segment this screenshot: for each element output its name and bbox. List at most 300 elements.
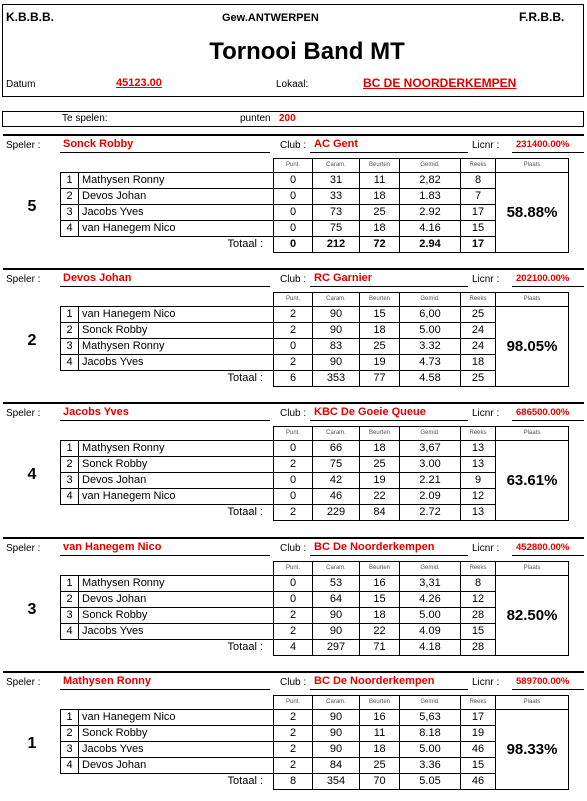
total-reeks: 25 — [461, 371, 496, 387]
total-reeks: 17 — [461, 237, 496, 253]
total-beurten: 84 — [360, 505, 400, 521]
punt-cell: 0 — [274, 489, 313, 505]
licnr-label: Licnr : — [472, 677, 500, 688]
opponent-name: van Hanegem Nico — [79, 221, 274, 237]
plaats-percentage: 98.05% — [496, 307, 569, 387]
beurten-cell: 11 — [360, 173, 400, 189]
total-reeks: 46 — [461, 774, 496, 790]
reeks-cell: 18 — [461, 355, 496, 371]
club-label: Club : — [280, 543, 307, 554]
speler-label: Speler : — [6, 274, 41, 285]
totaal-label: Totaal : — [227, 506, 263, 519]
gemid-cell: 4.16 — [400, 221, 461, 237]
total-punt: 2 — [274, 505, 313, 521]
licnr-underline — [512, 420, 584, 421]
reeks-cell: 25 — [461, 307, 496, 323]
row-number: 1 — [61, 576, 79, 592]
speler-label: Speler : — [6, 677, 41, 688]
reeks-cell: 13 — [461, 441, 496, 457]
row-number: 1 — [61, 173, 79, 189]
header-spacer — [61, 562, 274, 576]
opponent-name: Jacobs Yves — [79, 205, 274, 221]
reeks-cell: 15 — [461, 758, 496, 774]
col-header-beurten: Beurten — [360, 427, 400, 441]
col-header-beurten: Beurten — [360, 293, 400, 307]
table-row — [61, 576, 569, 592]
results-table — [60, 695, 569, 790]
player-name: Sonck Robby — [63, 138, 134, 150]
totaal-label: Totaal : — [227, 372, 263, 385]
gemid-cell: 3.32 — [400, 339, 461, 355]
punt-cell: 2 — [274, 323, 313, 339]
reeks-cell: 9 — [461, 473, 496, 489]
licnr-value: 589700.00% — [516, 676, 570, 687]
results-table — [60, 426, 569, 521]
table-row — [61, 189, 569, 205]
total-caram: 354 — [313, 774, 360, 790]
datum-value: 45123.00 — [116, 77, 162, 89]
licnr-label: Licnr : — [472, 140, 500, 151]
beurten-cell: 18 — [360, 608, 400, 624]
total-gemid: 4.18 — [400, 640, 461, 656]
total-row — [61, 237, 569, 253]
licnr-value: 202100.00% — [516, 273, 570, 284]
beurten-cell: 16 — [360, 710, 400, 726]
col-header-gemid: Gemid. — [400, 427, 461, 441]
licnr-underline — [512, 286, 584, 287]
licnr-label: Licnr : — [472, 274, 500, 285]
col-header-punt: Punt. — [274, 159, 313, 173]
total-punt: 6 — [274, 371, 313, 387]
table-row — [61, 173, 569, 189]
total-reeks: 13 — [461, 505, 496, 521]
table-row — [61, 323, 569, 339]
beurten-cell: 19 — [360, 473, 400, 489]
col-header-caram: Caram. — [313, 293, 360, 307]
row-number: 4 — [61, 221, 79, 237]
total-row — [61, 640, 569, 656]
header-spacer — [61, 293, 274, 307]
punt-cell: 2 — [274, 710, 313, 726]
club-name: BC De Noorderkempen — [314, 675, 435, 687]
table-row — [61, 221, 569, 237]
caram-cell: 31 — [313, 173, 360, 189]
total-gemid: 2.72 — [400, 505, 461, 521]
table-row — [61, 205, 569, 221]
gemid-cell: 3.36 — [400, 758, 461, 774]
club-label: Club : — [280, 140, 307, 151]
beurten-cell: 25 — [360, 339, 400, 355]
licnr-value: 452800.00% — [516, 542, 570, 553]
opponent-name: Devos Johan — [79, 758, 274, 774]
reeks-cell: 15 — [461, 221, 496, 237]
opponent-name: Sonck Robby — [79, 457, 274, 473]
row-number: 1 — [61, 307, 79, 323]
row-number: 3 — [61, 339, 79, 355]
club-underline — [310, 555, 468, 556]
reeks-cell: 13 — [461, 457, 496, 473]
punt-cell: 2 — [274, 742, 313, 758]
player-name: Mathysen Ronny — [63, 675, 152, 687]
reeks-cell: 15 — [461, 624, 496, 640]
opponent-name: van Hanegem Nico — [79, 489, 274, 505]
reeks-cell: 19 — [461, 726, 496, 742]
col-header-punt: Punt. — [274, 427, 313, 441]
caram-cell: 90 — [313, 742, 360, 758]
section-divider — [3, 402, 584, 404]
beurten-cell: 16 — [360, 576, 400, 592]
gemid-cell: 1.83 — [400, 189, 461, 205]
totaal-label: Totaal : — [227, 238, 263, 251]
total-caram: 212 — [313, 237, 360, 253]
reeks-cell: 8 — [461, 576, 496, 592]
punt-cell: 0 — [274, 441, 313, 457]
col-header-caram: Caram. — [313, 427, 360, 441]
club-label: Club : — [280, 677, 307, 688]
total-caram: 297 — [313, 640, 360, 656]
opponent-name: Jacobs Yves — [79, 355, 274, 371]
table-row — [61, 726, 569, 742]
row-number: 3 — [61, 205, 79, 221]
reeks-cell: 24 — [461, 323, 496, 339]
club-underline — [310, 420, 468, 421]
punt-cell: 2 — [274, 355, 313, 371]
player-name: Jacobs Yves — [63, 406, 129, 418]
caram-cell: 42 — [313, 473, 360, 489]
section-divider — [3, 671, 584, 673]
player-name: van Hanegem Nico — [63, 541, 162, 553]
table-row — [61, 758, 569, 774]
gemid-cell: 5,63 — [400, 710, 461, 726]
beurten-cell: 19 — [360, 355, 400, 371]
col-header-reeks: Reeks — [461, 696, 496, 710]
header-spacer — [61, 427, 274, 441]
opponent-name: Jacobs Yves — [79, 624, 274, 640]
player-section — [0, 402, 587, 532]
punt-cell: 0 — [274, 339, 313, 355]
frbb-label: F.R.B.B. — [519, 10, 565, 24]
total-punt: 0 — [274, 237, 313, 253]
name-underline — [60, 286, 270, 287]
total-caram: 353 — [313, 371, 360, 387]
club-underline — [310, 286, 468, 287]
header-spacer — [61, 159, 274, 173]
gemid-cell: 5.00 — [400, 742, 461, 758]
club-name: AC Gent — [314, 138, 358, 150]
plaats-percentage: 63.61% — [496, 441, 569, 521]
table-row — [61, 473, 569, 489]
player-name: Devos Johan — [63, 272, 132, 284]
total-gemid: 5.05 — [400, 774, 461, 790]
section-divider — [3, 537, 584, 539]
col-header-reeks: Reeks — [461, 427, 496, 441]
punt-cell: 0 — [274, 576, 313, 592]
club-underline — [310, 152, 468, 153]
name-underline — [60, 420, 270, 421]
gemid-cell: 2,82 — [400, 173, 461, 189]
plaats-percentage: 58.88% — [496, 173, 569, 253]
reeks-cell: 17 — [461, 710, 496, 726]
player-section — [0, 537, 587, 667]
opponent-name: Devos Johan — [79, 189, 274, 205]
row-number: 3 — [61, 608, 79, 624]
lokaal-value: BC DE NOORDERKEMPEN — [363, 76, 517, 90]
punt-cell: 0 — [274, 205, 313, 221]
licnr-underline — [512, 689, 584, 690]
punten-value: 200 — [279, 113, 296, 124]
rank-number: 4 — [27, 466, 37, 483]
col-header-reeks: Reeks — [461, 293, 496, 307]
beurten-cell: 25 — [360, 457, 400, 473]
table-row — [61, 355, 569, 371]
total-reeks: 28 — [461, 640, 496, 656]
row-number: 3 — [61, 473, 79, 489]
caram-cell: 84 — [313, 758, 360, 774]
punt-cell: 0 — [274, 189, 313, 205]
col-header-punt: Punt. — [274, 562, 313, 576]
col-header-plaats: Plaats — [496, 293, 569, 307]
row-number: 2 — [61, 457, 79, 473]
table-row — [61, 608, 569, 624]
header-spacer — [61, 696, 274, 710]
punt-cell: 2 — [274, 758, 313, 774]
reeks-cell: 28 — [461, 608, 496, 624]
speler-label: Speler : — [6, 543, 41, 554]
rank-number: 3 — [27, 601, 37, 618]
total-gemid: 2.94 — [400, 237, 461, 253]
gemid-cell: 4.73 — [400, 355, 461, 371]
punt-cell: 0 — [274, 592, 313, 608]
caram-cell: 33 — [313, 189, 360, 205]
total-gemid: 4.58 — [400, 371, 461, 387]
gemid-cell: 5.00 — [400, 323, 461, 339]
opponent-name: van Hanegem Nico — [79, 710, 274, 726]
col-header-caram: Caram. — [313, 159, 360, 173]
beurten-cell: 11 — [360, 726, 400, 742]
col-header-gemid: Gemid. — [400, 293, 461, 307]
table-row — [61, 339, 569, 355]
opponent-name: Sonck Robby — [79, 726, 274, 742]
totaal-label: Totaal : — [227, 775, 263, 788]
col-header-plaats: Plaats — [496, 427, 569, 441]
results-table — [60, 561, 569, 656]
col-header-caram: Caram. — [313, 696, 360, 710]
row-number: 2 — [61, 726, 79, 742]
col-header-gemid: Gemid. — [400, 562, 461, 576]
club-name: KBC De Goeie Queue — [314, 406, 426, 418]
gemid-cell: 6,00 — [400, 307, 461, 323]
row-number: 1 — [61, 710, 79, 726]
licnr-label: Licnr : — [472, 543, 500, 554]
col-header-punt: Punt. — [274, 293, 313, 307]
col-header-plaats: Plaats — [496, 562, 569, 576]
caram-cell: 46 — [313, 489, 360, 505]
table-row — [61, 489, 569, 505]
total-caram: 229 — [313, 505, 360, 521]
gemid-cell: 2.09 — [400, 489, 461, 505]
row-number: 3 — [61, 742, 79, 758]
name-underline — [60, 689, 270, 690]
name-underline — [60, 152, 270, 153]
opponent-name: Mathysen Ronny — [79, 576, 274, 592]
reeks-cell: 46 — [461, 742, 496, 758]
total-beurten: 72 — [360, 237, 400, 253]
caram-cell: 73 — [313, 205, 360, 221]
reeks-cell: 17 — [461, 205, 496, 221]
beurten-cell: 22 — [360, 624, 400, 640]
name-underline — [60, 555, 270, 556]
plaats-percentage: 98.33% — [496, 710, 569, 790]
opponent-name: Sonck Robby — [79, 608, 274, 624]
results-table — [60, 158, 569, 253]
gemid-cell: 8.18 — [400, 726, 461, 742]
section-divider — [3, 134, 584, 136]
caram-cell: 90 — [313, 355, 360, 371]
row-number: 1 — [61, 441, 79, 457]
total-beurten: 71 — [360, 640, 400, 656]
results-table — [60, 292, 569, 387]
caram-cell: 90 — [313, 323, 360, 339]
row-number: 2 — [61, 323, 79, 339]
beurten-cell: 18 — [360, 323, 400, 339]
reeks-cell: 8 — [461, 173, 496, 189]
totaal-label: Totaal : — [227, 641, 263, 654]
player-section — [0, 671, 587, 801]
col-header-beurten: Beurten — [360, 562, 400, 576]
punten-label: punten — [240, 113, 271, 124]
col-header-gemid: Gemid. — [400, 696, 461, 710]
datum-label: Datum — [6, 79, 36, 90]
lokaal-label: Lokaal: — [276, 79, 309, 90]
opponent-name: van Hanegem Nico — [79, 307, 274, 323]
speler-label: Speler : — [6, 408, 41, 419]
gemid-cell: 3,67 — [400, 441, 461, 457]
total-beurten: 70 — [360, 774, 400, 790]
licnr-label: Licnr : — [472, 408, 500, 419]
punt-cell: 0 — [274, 221, 313, 237]
player-section — [0, 268, 587, 398]
col-header-reeks: Reeks — [461, 562, 496, 576]
reeks-cell: 24 — [461, 339, 496, 355]
opponent-name: Mathysen Ronny — [79, 441, 274, 457]
punt-cell: 2 — [274, 608, 313, 624]
caram-cell: 90 — [313, 624, 360, 640]
caram-cell: 83 — [313, 339, 360, 355]
caram-cell: 53 — [313, 576, 360, 592]
caram-cell: 90 — [313, 710, 360, 726]
reeks-cell: 12 — [461, 592, 496, 608]
rank-number: 2 — [27, 332, 37, 349]
row-number: 4 — [61, 758, 79, 774]
gemid-cell: 4.09 — [400, 624, 461, 640]
page-title: Tornooi Band MT — [209, 38, 405, 65]
opponent-name: Mathysen Ronny — [79, 339, 274, 355]
club-label: Club : — [280, 274, 307, 285]
col-header-plaats: Plaats — [496, 696, 569, 710]
reeks-cell: 7 — [461, 189, 496, 205]
total-beurten: 77 — [360, 371, 400, 387]
col-header-plaats: Plaats — [496, 159, 569, 173]
caram-cell: 64 — [313, 592, 360, 608]
te-spelen-label: Te spelen: — [62, 113, 108, 124]
gemid-cell: 3.00 — [400, 457, 461, 473]
row-number: 4 — [61, 355, 79, 371]
punt-cell: 2 — [274, 307, 313, 323]
col-header-reeks: Reeks — [461, 159, 496, 173]
punt-cell: 0 — [274, 173, 313, 189]
row-number: 4 — [61, 489, 79, 505]
gemid-cell: 4.26 — [400, 592, 461, 608]
reeks-cell: 12 — [461, 489, 496, 505]
total-row — [61, 371, 569, 387]
opponent-name: Sonck Robby — [79, 323, 274, 339]
col-header-beurten: Beurten — [360, 159, 400, 173]
licnr-underline — [512, 555, 584, 556]
col-header-caram: Caram. — [313, 562, 360, 576]
punt-cell: 2 — [274, 624, 313, 640]
row-number: 4 — [61, 624, 79, 640]
opponent-name: Jacobs Yves — [79, 742, 274, 758]
caram-cell: 75 — [313, 221, 360, 237]
section-divider — [3, 268, 584, 270]
total-punt: 4 — [274, 640, 313, 656]
club-label: Club : — [280, 408, 307, 419]
caram-cell: 75 — [313, 457, 360, 473]
table-row — [61, 457, 569, 473]
beurten-cell: 15 — [360, 307, 400, 323]
beurten-cell: 22 — [360, 489, 400, 505]
table-row — [61, 742, 569, 758]
rank-number: 1 — [27, 735, 37, 752]
caram-cell: 90 — [313, 608, 360, 624]
licnr-value: 686500.00% — [516, 407, 570, 418]
gemid-cell: 2.21 — [400, 473, 461, 489]
player-section — [0, 134, 587, 264]
row-number: 2 — [61, 592, 79, 608]
licnr-underline — [512, 152, 584, 153]
table-row — [61, 441, 569, 457]
beurten-cell: 18 — [360, 742, 400, 758]
speler-label: Speler : — [6, 140, 41, 151]
total-row — [61, 774, 569, 790]
gemid-cell: 5.00 — [400, 608, 461, 624]
beurten-cell: 18 — [360, 441, 400, 457]
kbbb-label: K.B.B.B. — [6, 10, 54, 24]
region-label: Gew.ANTWERPEN — [222, 12, 319, 24]
punt-cell: 0 — [274, 473, 313, 489]
punt-cell: 2 — [274, 457, 313, 473]
beurten-cell: 15 — [360, 592, 400, 608]
total-punt: 8 — [274, 774, 313, 790]
beurten-cell: 25 — [360, 758, 400, 774]
table-row — [61, 592, 569, 608]
beurten-cell: 25 — [360, 205, 400, 221]
gemid-cell: 3,31 — [400, 576, 461, 592]
caram-cell: 66 — [313, 441, 360, 457]
col-header-gemid: Gemid. — [400, 159, 461, 173]
rank-number: 5 — [27, 198, 37, 215]
opponent-name: Devos Johan — [79, 473, 274, 489]
caram-cell: 90 — [313, 307, 360, 323]
total-row — [61, 505, 569, 521]
licnr-value: 231400.00% — [516, 139, 570, 150]
beurten-cell: 18 — [360, 189, 400, 205]
plaats-percentage: 82.50% — [496, 576, 569, 656]
punt-cell: 2 — [274, 726, 313, 742]
table-row — [61, 710, 569, 726]
row-number: 2 — [61, 189, 79, 205]
opponent-name: Mathysen Ronny — [79, 173, 274, 189]
